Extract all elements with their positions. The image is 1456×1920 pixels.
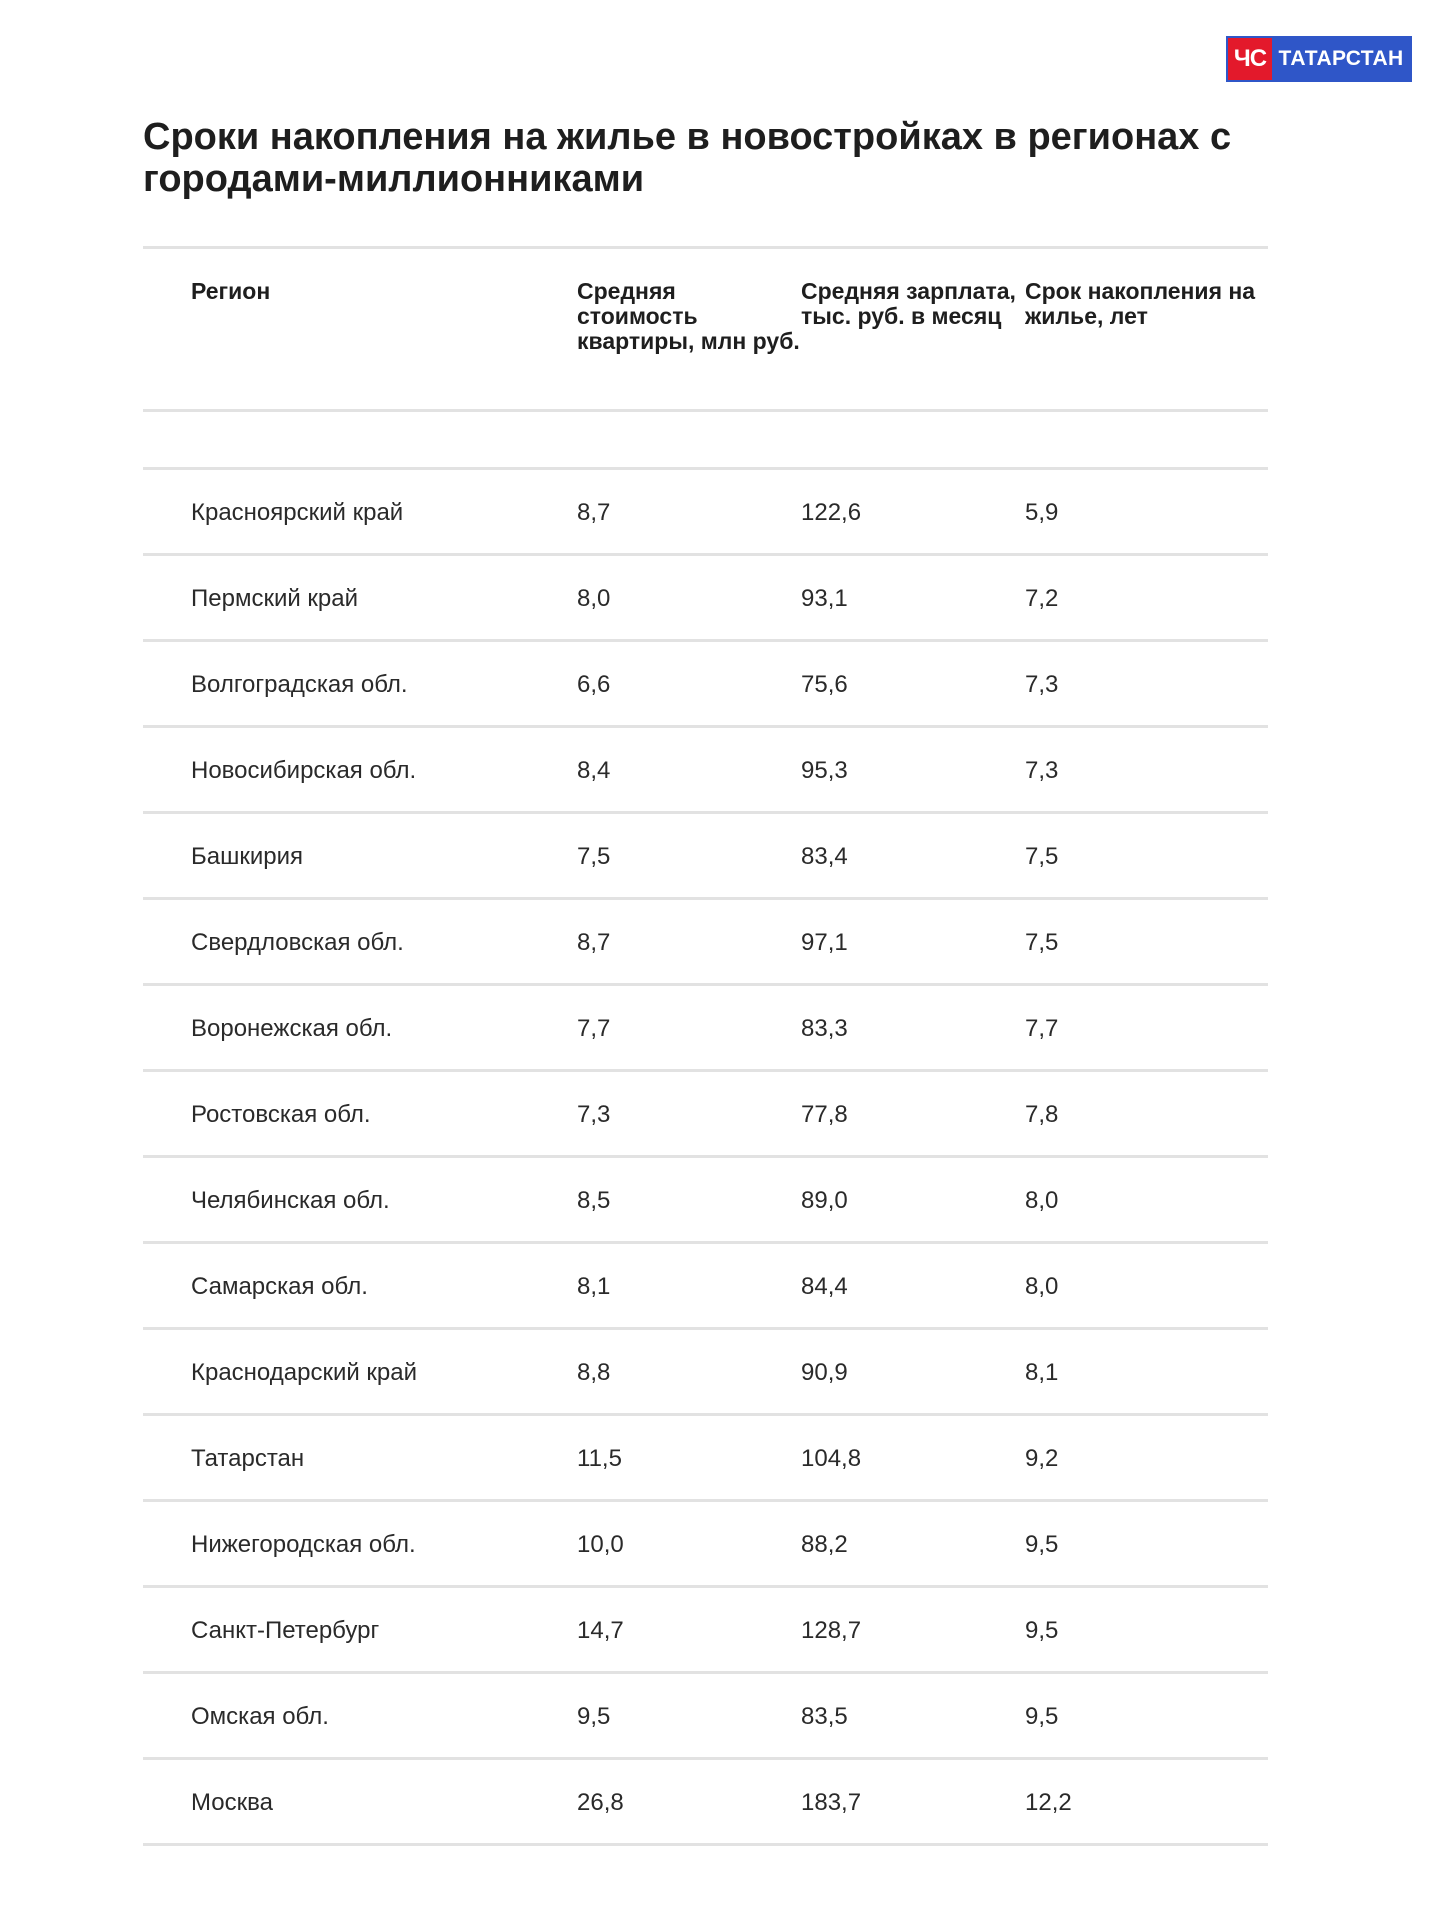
table-row xyxy=(143,470,1268,556)
cell-avg-price: 6,6 xyxy=(577,670,611,698)
cell-avg-salary: 95,3 xyxy=(801,756,848,784)
cell-avg-price: 8,5 xyxy=(577,1186,611,1214)
cell-saving-term: 7,7 xyxy=(1025,1014,1059,1042)
cell-saving-term: 12,2 xyxy=(1025,1788,1072,1816)
cell-region: Башкирия xyxy=(191,842,304,870)
cell-saving-term: 7,3 xyxy=(1025,670,1059,698)
cell-region: Нижегородская обл. xyxy=(191,1530,416,1558)
table-row xyxy=(143,1330,1268,1416)
cell-saving-term: 9,5 xyxy=(1025,1530,1059,1558)
table-row xyxy=(143,1072,1268,1158)
table-row xyxy=(143,1416,1268,1502)
cell-avg-price: 8,4 xyxy=(577,756,611,784)
cell-saving-term: 7,8 xyxy=(1025,1100,1059,1128)
cell-avg-price: 8,1 xyxy=(577,1272,611,1300)
cell-avg-price: 8,8 xyxy=(577,1358,611,1386)
cell-avg-price: 14,7 xyxy=(577,1616,624,1644)
cell-avg-salary: 89,0 xyxy=(801,1186,848,1214)
table-row xyxy=(143,642,1268,728)
cell-region: Самарская обл. xyxy=(191,1272,368,1300)
cell-region: Ростовская обл. xyxy=(191,1100,371,1128)
cell-region: Воронежская обл. xyxy=(191,1014,393,1042)
cell-saving-term: 8,0 xyxy=(1025,1272,1059,1300)
cell-saving-term: 9,5 xyxy=(1025,1616,1059,1644)
cell-saving-term: 8,0 xyxy=(1025,1186,1059,1214)
table-row xyxy=(143,1760,1268,1846)
table-row xyxy=(143,814,1268,900)
cell-avg-salary: 77,8 xyxy=(801,1100,848,1128)
chs-tatarstan-logo xyxy=(1226,36,1412,82)
header-region: Регион xyxy=(191,278,271,304)
table-row xyxy=(143,900,1268,986)
header-avg-salary: Средняя зарплата, тыс. руб. в месяц xyxy=(801,278,1016,329)
table-row xyxy=(143,728,1268,814)
cell-avg-salary: 97,1 xyxy=(801,928,848,956)
cell-avg-price: 26,8 xyxy=(577,1788,624,1816)
cell-saving-term: 5,9 xyxy=(1025,498,1059,526)
cell-saving-term: 7,3 xyxy=(1025,756,1059,784)
cell-saving-term: 7,5 xyxy=(1025,842,1059,870)
table-row xyxy=(143,1502,1268,1588)
table-body xyxy=(143,470,1268,1846)
cell-region: Красноярский край xyxy=(191,498,404,526)
cell-avg-salary: 122,6 xyxy=(801,498,862,526)
cell-region: Татарстан xyxy=(191,1444,305,1472)
table-row xyxy=(143,1244,1268,1330)
header-saving-term: Срок накопления на жилье, лет xyxy=(1025,278,1256,329)
cell-avg-price: 7,5 xyxy=(577,842,611,870)
cell-saving-term: 9,5 xyxy=(1025,1702,1059,1730)
cell-avg-salary: 84,4 xyxy=(801,1272,848,1300)
cell-region: Пермский край xyxy=(191,584,359,612)
cell-avg-salary: 88,2 xyxy=(801,1530,848,1558)
cell-region: Новосибирская обл. xyxy=(191,756,417,784)
cell-region: Москва xyxy=(191,1788,273,1816)
logo-part-chs: ЧС xyxy=(1228,38,1272,80)
cell-avg-price: 10,0 xyxy=(577,1530,624,1558)
cell-avg-salary: 183,7 xyxy=(801,1788,862,1816)
savings-table xyxy=(143,246,1268,1846)
cell-avg-price: 7,3 xyxy=(577,1100,611,1128)
logo-part-tatarstan: ТАТАРСТАН xyxy=(1278,47,1404,70)
header-avg-price: Средняя стоимость квартиры, млн руб. xyxy=(577,278,800,354)
cell-avg-salary: 128,7 xyxy=(801,1616,862,1644)
cell-avg-salary: 104,8 xyxy=(801,1444,862,1472)
cell-avg-price: 11,5 xyxy=(577,1444,622,1472)
cell-saving-term: 8,1 xyxy=(1025,1358,1059,1386)
cell-saving-term: 7,2 xyxy=(1025,584,1059,612)
table-empty-row xyxy=(143,412,1268,470)
cell-avg-salary: 90,9 xyxy=(801,1358,848,1386)
cell-avg-salary: 83,3 xyxy=(801,1014,848,1042)
cell-avg-price: 8,7 xyxy=(577,928,611,956)
table-row xyxy=(143,1158,1268,1244)
cell-avg-salary: 93,1 xyxy=(801,584,848,612)
cell-region: Краснодарский край xyxy=(191,1358,418,1386)
table-row xyxy=(143,1674,1268,1760)
cell-avg-price: 8,7 xyxy=(577,498,611,526)
cell-avg-price: 7,7 xyxy=(577,1014,611,1042)
cell-avg-salary: 83,5 xyxy=(801,1702,848,1730)
cell-region: Свердловская обл. xyxy=(191,928,404,956)
table-row xyxy=(143,1588,1268,1674)
cell-saving-term: 9,2 xyxy=(1025,1444,1059,1472)
cell-avg-salary: 75,6 xyxy=(801,670,848,698)
cell-avg-price: 9,5 xyxy=(577,1702,611,1730)
cell-region: Волгоградская обл. xyxy=(191,670,408,698)
table-row xyxy=(143,986,1268,1072)
cell-region: Санкт-Петербург xyxy=(191,1616,380,1644)
table-header xyxy=(143,249,1268,412)
cell-saving-term: 7,5 xyxy=(1025,928,1059,956)
cell-region: Челябинская обл. xyxy=(191,1186,390,1214)
cell-avg-salary: 83,4 xyxy=(801,842,848,870)
cell-avg-price: 8,0 xyxy=(577,584,611,612)
table-row xyxy=(143,556,1268,642)
cell-region: Омская обл. xyxy=(191,1702,329,1730)
page-title: Сроки накопления на жилье в новостройках в регионах с городами-миллионниками xyxy=(143,116,1232,200)
